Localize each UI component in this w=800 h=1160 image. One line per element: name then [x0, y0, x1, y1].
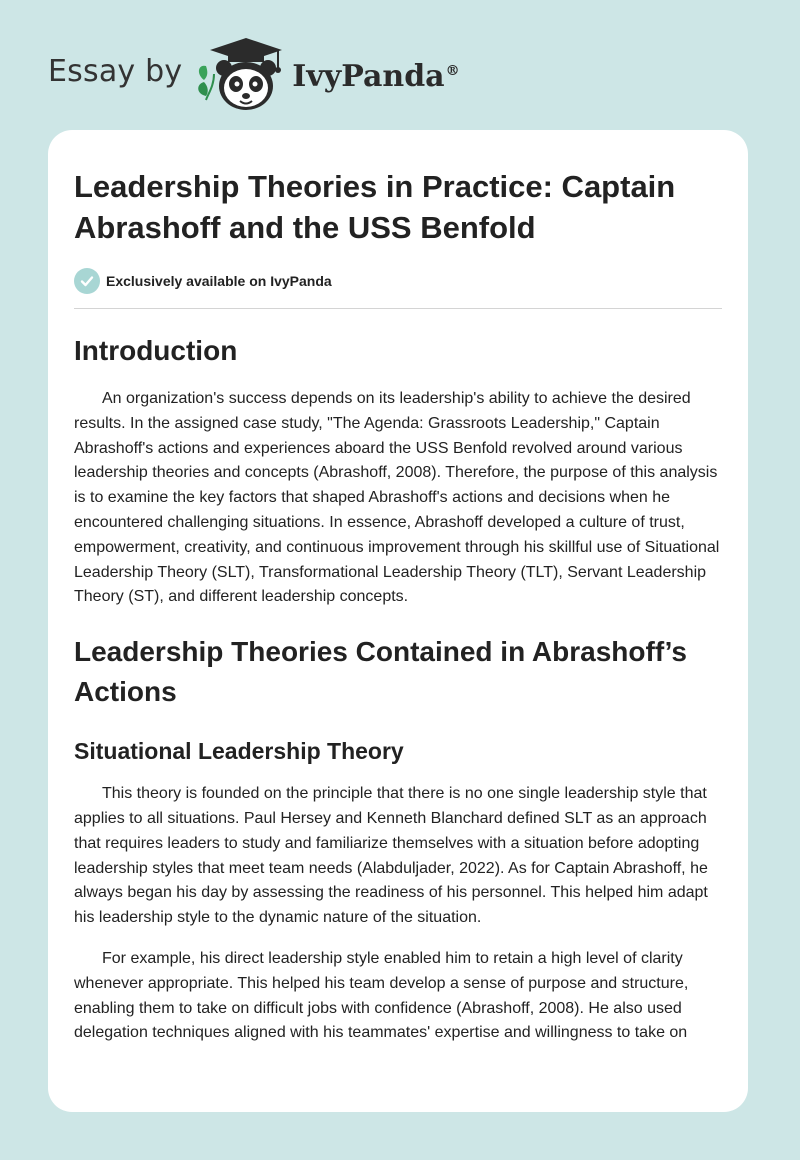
paragraph: For example, his direct leadership style enabled him to retain a high level of clarity whenever appropriate. This helped his team develop a sense of purpose and structure, enabling them to take on difficult jobs with confidence (Abrashoff, 2008). He also used delegation techniques aligned with his teammates' expertise and willingness to take on [74, 949, 689, 1042]
title-divider [74, 308, 722, 309]
paragraph: This theory is founded on the principle that there is no one single leadership style that applies to all situations. Paul Hersey and Kenneth Blanchard defined SLT as an approach that requires leaders to study and familiarize themselves with a situation before adopting leadership styles that meet team needs (Alabduljader, 2022). As for Captain Abrashoff, he always began his day by assessing the readiness of his personnel. This helped him adapt his leadership style to the dynamic nature of the situation. [74, 785, 708, 927]
article-card [48, 130, 748, 1112]
exclusive-badge-label: Exclusively available on IvyPanda [106, 273, 332, 289]
subsection-heading-situational-leadership: Situational Leadership Theory [74, 738, 404, 765]
paragraph: An organization's success depends on its leadership's ability to achieve the desired results. In the assigned case study, "The Agenda: Grassroots Leadership," Captain Abrashoff's actions and experiences aboard the USS Benfold revolved around various leadership theories and concepts (Abrashoff, 2008). Therefore, the purpose of this analysis is to examine the key factors that shaped Abrashoff's actions and decisions when he encountered challenging situations. In essence, Abrashoff developed a culture of trust, empowerment, creativity, and continuous improvement through his skillful use of Situational Leadership Theory (SLT), Transformational Leadership Theory (TLT), Servant Leadership Theory (ST), and different leadership concepts. [74, 390, 720, 606]
brand-name: IvyPanda® [292, 58, 460, 94]
article-title: Leadership Theories in Practice: Captain Abrashoff and the USS Benfold [74, 169, 676, 245]
panda-logo-icon [194, 34, 286, 114]
section-heading-leadership-theories: Leadership Theories Contained in Abrashoff’s Actions [74, 636, 687, 708]
checkmark-icon [74, 268, 100, 294]
brand-prefix: Essay by [48, 53, 183, 89]
brand-header [48, 34, 460, 114]
exclusive-badge [74, 268, 722, 294]
section-heading-introduction: Introduction [74, 335, 238, 366]
